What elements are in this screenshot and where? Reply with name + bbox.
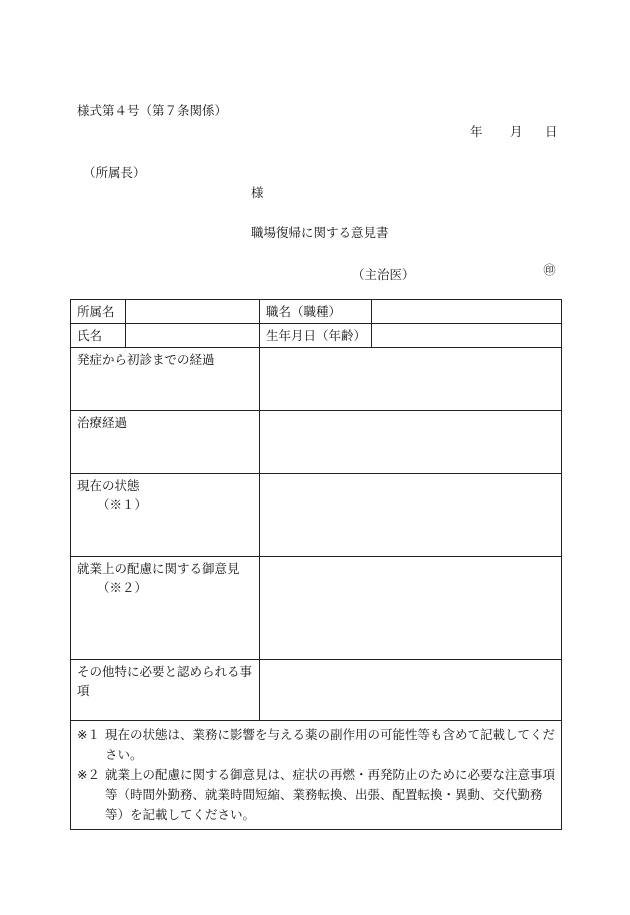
document-title: 職場復帰に関する意見書 <box>251 225 389 240</box>
note-2-text: 就業上の配慮に関する御意見は、症状の再燃・再発防止のために必要な注意事項等（時間外勤務、就業時間短縮、業務転換、出張、配置転換・異動、交代勤務等）を記載してください。 <box>105 767 556 822</box>
honorific: 様 <box>251 185 264 200</box>
work-consideration-value-cell[interactable] <box>260 557 562 660</box>
affiliation-label: 所属名 <box>71 300 126 324</box>
treatment-value-cell[interactable] <box>260 411 562 474</box>
work-consideration-label: 就業上の配慮に関する御意見 <box>77 561 240 576</box>
table-row <box>71 411 562 474</box>
table-row <box>71 474 562 557</box>
work-consideration-label-cell <box>71 557 260 660</box>
other-label: その他特に必要と認められる事項 <box>71 660 260 721</box>
form-number: 様式第４号（第７条関係） <box>77 103 228 118</box>
current-status-label-cell <box>71 474 260 557</box>
date-line <box>470 122 558 140</box>
current-status-label: 現在の状態 <box>77 478 140 493</box>
note-2-mark: ※２ <box>77 767 100 782</box>
note-1 <box>77 725 557 765</box>
course-label: 発症から初診までの経過 <box>71 348 260 411</box>
table-row <box>71 557 562 660</box>
note-1-mark: ※１ <box>77 727 100 742</box>
table-row <box>71 721 562 830</box>
note-1-text: 現在の状態は、業務に影響を与える薬の副作用の可能性等も含めて記載してください。 <box>105 727 556 762</box>
other-value-cell[interactable] <box>260 660 562 721</box>
birthdate-label: 生年月日（年齢） <box>260 324 372 348</box>
opinion-form-table <box>70 299 562 830</box>
doctor-label: （主治医） <box>352 267 415 282</box>
birthdate-value-cell[interactable] <box>372 324 562 348</box>
name-value-cell[interactable] <box>126 324 260 348</box>
table-row <box>71 660 562 721</box>
course-value-cell[interactable] <box>260 348 562 411</box>
table-row <box>71 300 562 324</box>
date-year: 年 <box>470 124 483 139</box>
name-label: 氏名 <box>71 324 126 348</box>
note-2 <box>77 765 557 825</box>
current-status-note: （※１） <box>97 497 148 512</box>
date-month: 月 <box>510 124 523 139</box>
date-day: 日 <box>545 124 558 139</box>
job-title-value-cell[interactable] <box>372 300 562 324</box>
treatment-label: 治療経過 <box>71 411 260 474</box>
table-row <box>71 348 562 411</box>
affiliation-value-cell[interactable] <box>126 300 260 324</box>
recipient-label: （所属長） <box>83 165 146 180</box>
current-status-value-cell[interactable] <box>260 474 562 557</box>
table-row <box>71 324 562 348</box>
work-consideration-note: （※２） <box>97 580 148 595</box>
job-title-label: 職名（職種） <box>260 300 372 324</box>
notes-cell <box>71 721 562 830</box>
seal-icon: ㊞ <box>543 263 556 277</box>
